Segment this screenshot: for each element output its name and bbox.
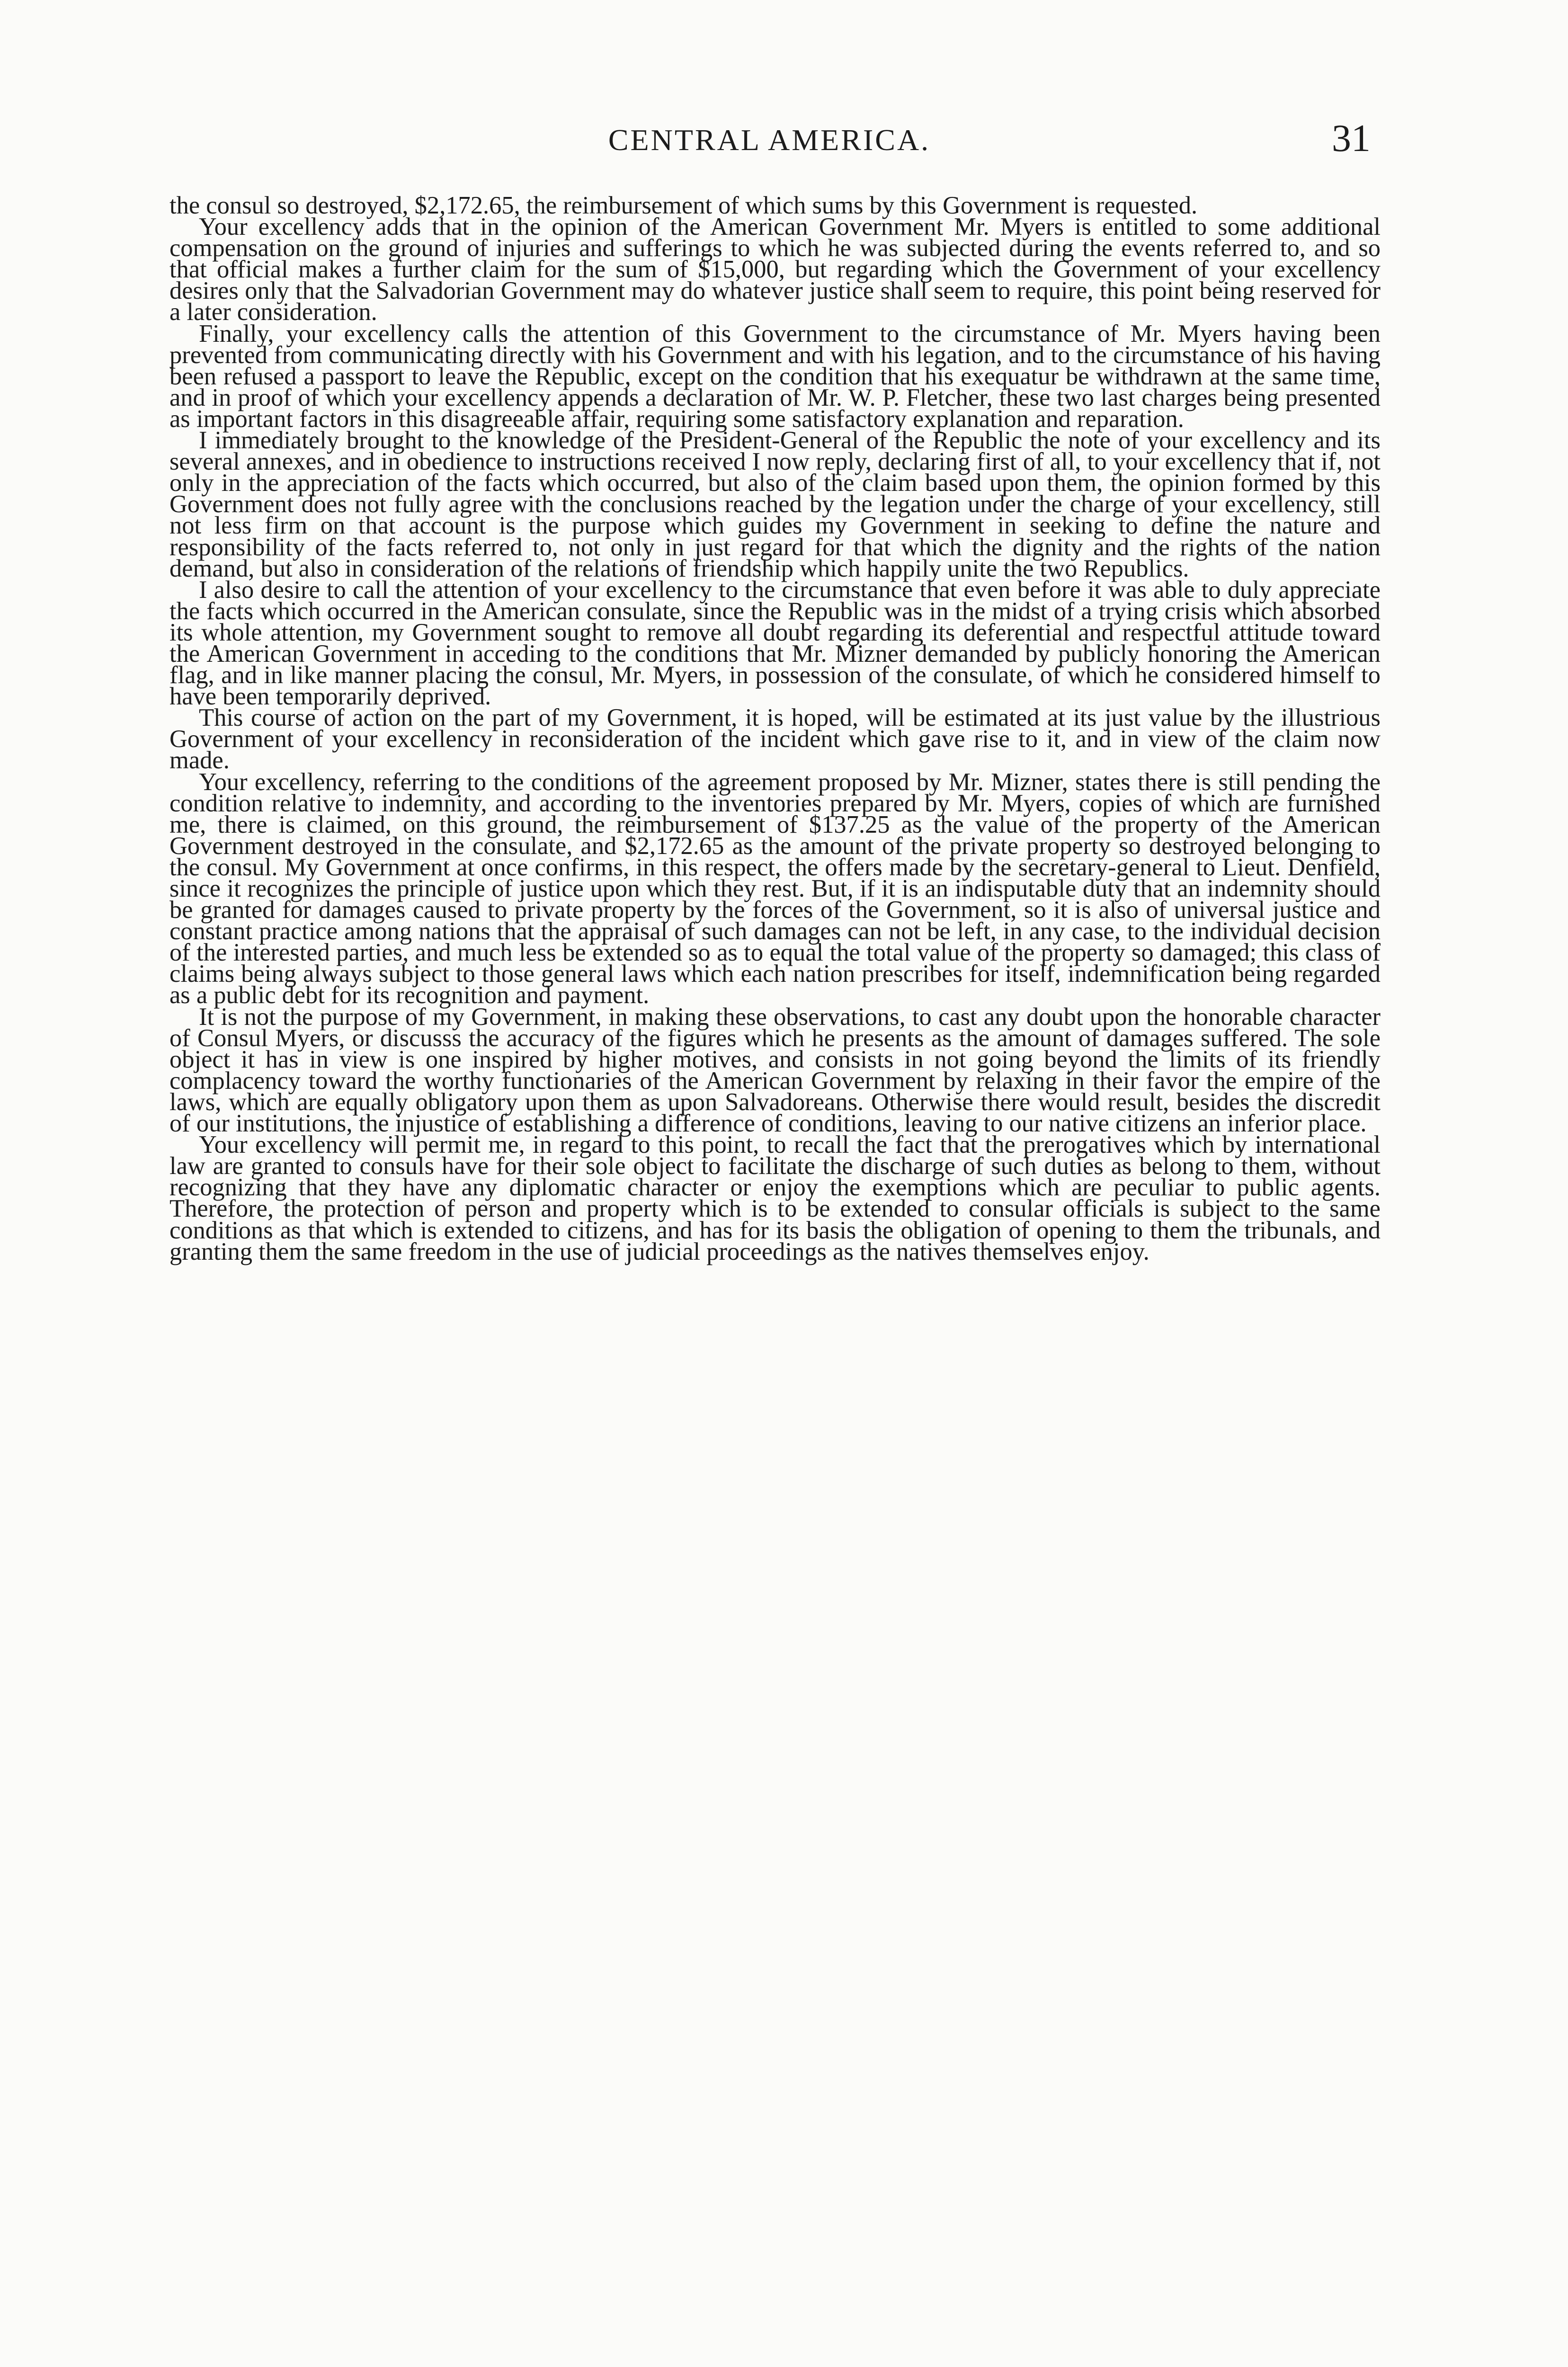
page-number: 31 xyxy=(1332,116,1371,160)
paragraph: Finally, your excellency calls the attention of this Government to the circumstance of Mr. Myers having been prevented from communicating directly with his Government and with his legation, and to the circumstance of his having been refused a passport to leave the Republic, except on the condition that his exequatur be withdrawn at the same time, and in proof of which your excellency appends a declaration of Mr. W. P. Fletcher, these two last charges being presented as important factors in this disagreeable affair, requiring some satisfactory explanation and reparation. xyxy=(169,320,1381,433)
page-header xyxy=(168,116,1371,168)
paragraph: I also desire to call the attention of your excellency to the circumstance that even before it was able to duly appreciate the facts which occurred in the American consulate, since the Republic was in the midst of a trying crisis which absorbed its whole attention, my Government sought to remove all doubt regarding its deferential and respectful attitude toward the American Government in acceding to the conditions that Mr. Mizner demanded by publicly honoring the American flag, and in like manner placing the consul, Mr. Myers, in possession of the consulate, of which he considered himself to have been temporarily deprived. xyxy=(169,576,1381,711)
body-text xyxy=(169,192,1381,1265)
paragraph: the consul so destroyed, $2,172.65, the reimbursement of which sums by this Government is requested. xyxy=(169,192,1198,219)
paragraph: I immediately brought to the knowledge of the President-General of the Republic the note of your excellency and its several annexes, and in obedience to instructions received I now reply, declaring first of all, to your excellency that if, not only in the appreciation of the facts which occurred, but also of the claim based upon them, the opinion formed by this Government does not fully agree with the conclusions reached by the legation under the charge of your excellency, still not less firm on that account is the purpose which guides my Government in seeking to define the nature and responsibility of the facts referred to, not only in just regard for that which the dignity and the rights of the nation demand, but also in consideration of the relations of friendship which happily unite the two Republics. xyxy=(169,427,1381,582)
paragraph: It is not the purpose of my Government, in making these observations, to cast any doubt upon the honorable character of Consul Myers, or discusss the accuracy of the figures which he presents as the amount of damages suffered. The sole object it has in view is one inspired by higher motives, and consists in not going beyond the limits of its friendly complacency toward the worthy functionaries of the American Government by relaxing in their favor the empire of the laws, which are equally obligatory upon them as upon Salvadoreans. Otherwise there would result, besides the discredit of our institutions, the injustice of establishing a difference of conditions, leaving to our native citizens an inferior place. xyxy=(169,1003,1381,1138)
paragraph: This course of action on the part of my Government, it is hoped, will be estimated at its just value by the illustrious Government of your excellency in reconsideration of the incident which gave rise to it, and in view of the claim now made. xyxy=(169,704,1381,774)
paragraph: Your excellency will permit me, in regard to this point, to recall the fact that the prerogatives which by international law are granted to consuls have for their sole object to facilitate the discharge of such duties as belong to them, without recognizing that they have any diplomatic character or enjoy the exemptions which are peculiar to public agents. Therefore, the protection of person and property which is to be extended to consular officials is subject to the same conditions as that which is extended to citizens, and has for its basis the obligation of opening to them the tribunals, and granting them the same freedom in the use of judicial proceedings as the natives themselves enjoy. xyxy=(169,1131,1381,1265)
paragraph: Your excellency, referring to the conditions of the agreement proposed by Mr. Mizner, states there is still pending the condition relative to indemnity, and according to the inventories prepared by Mr. Myers, copies of which are furnished me, there is claimed, on this ground, the reimbursement of $137.25 as the value of the property of the American Government destroyed in the consulate, and $2,172.65 as the amount of the private property so destroyed belonging to the consul. My Government at once confirms, in this respect, the offers made by the secretary-general to Lieut. Denfield, since it recognizes the principle of justice upon which they rest. But, if it is an indisputable duty that an indemnity should be granted for damages caused to private property by the forces of the Government, so it is also of universal justice and constant practice among nations that the appraisal of such damages can not be left, in any case, to the individual decision of the interested parties, and much less be extended so as to equal the total value of the property so damaged; this class of claims being always subject to those general laws which each nation prescribes for itself, indemnification being regarded as a public debt for its recognition and payment. xyxy=(169,768,1381,1009)
running-title: CENTRAL AMERICA. xyxy=(608,123,931,157)
paragraph: Your excellency adds that in the opinion of the American Government Mr. Myers is entitled to some additional compensation on the ground of injuries and sufferings to which he was subjected during the events referred to, and so that official makes a further claim for the sum of $15,000, but regarding which the Government of your excellency desires only that the Salvadorian Government may do whatever justice shall seem to require, this point being reserved for a later consideration. xyxy=(169,213,1381,326)
